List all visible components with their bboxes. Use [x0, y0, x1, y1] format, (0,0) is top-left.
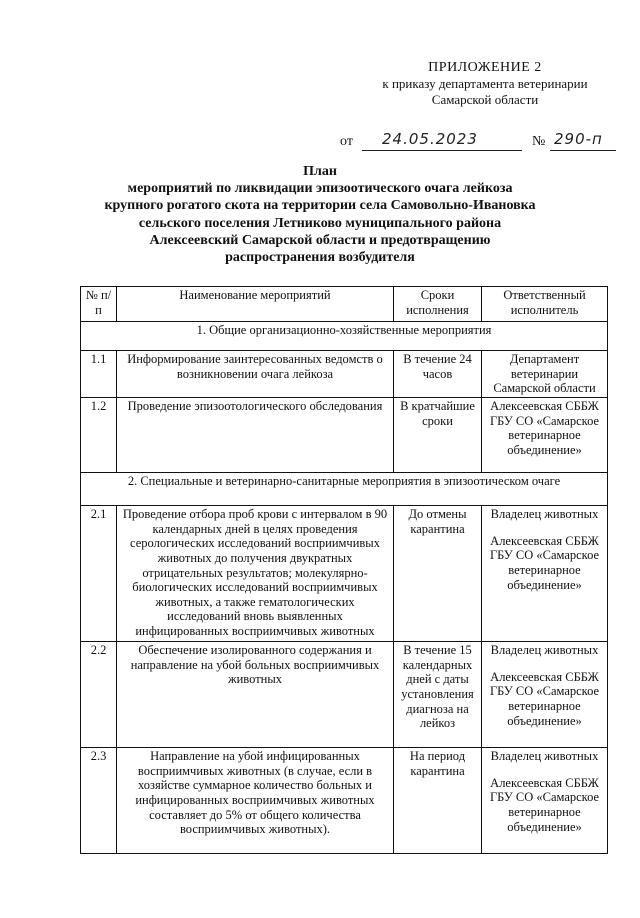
row-term: В течение 24 часов — [394, 351, 482, 398]
header-term: Сроки исполнения — [394, 287, 482, 322]
row-measure: Проведение отбора проб крови с интервалом в 90 календарных дней в целях проведения серологических исследований восприимчивых животных до получения двукратных отрицательных результатов; молекулярно-биологических исследований восприимчивых животных, а также гематологических исследований вновь выявленных инфицированных восприимчивых животных — [117, 506, 394, 642]
order-number: 290-п — [554, 130, 603, 148]
section-1-title: 1. Общие организационно-хозяйственные мероприятия — [81, 322, 608, 351]
plan-title — [80, 163, 560, 266]
table-row — [81, 748, 608, 854]
measures-table — [80, 286, 608, 854]
responsible-owner: Владелец животных — [490, 507, 599, 521]
plan-title-line: крупного рогатого скота на территории села Самовольно-Ивановка — [104, 198, 536, 214]
responsible-vet-station: Алексеевская СББЖ ГБУ СО «Самарское ветеринарное объединение» — [489, 775, 600, 834]
plan-title-line: распространения возбудителя — [225, 250, 415, 266]
table-row — [81, 506, 608, 642]
row-measure: Направление на убой инфицированных восприимчивых животных (в случае, если в хозяйстве суммарное количество больных и инфицированных восприимчивых животных составляет до 5% от общего количества восприимчивых животных). — [117, 748, 394, 854]
responsible-vet-station: Алексеевская СББЖ ГБУ СО «Самарское ветеринарное объединение» — [489, 669, 600, 728]
appendix-line-2: Самарской области — [431, 91, 539, 107]
responsible-owner: Владелец животных — [490, 749, 599, 763]
appendix-title: ПРИЛОЖЕНИЕ 2 — [428, 60, 542, 75]
row-responsible — [482, 748, 608, 854]
row-number: 2.2 — [81, 642, 117, 748]
section-row — [81, 322, 608, 351]
row-term: До отмены карантина — [394, 506, 482, 642]
row-term: На период карантина — [394, 748, 482, 854]
row-term: В течение 15 календарных дней с даты установления диагноза на лейкоз — [394, 642, 482, 748]
plan-title-line: сельского поселения Летниково муниципального района — [138, 215, 502, 231]
row-responsible: Алексеевская СББЖ ГБУ СО «Самарское ветеринарное объединение» — [482, 398, 608, 473]
row-number: 2.1 — [81, 506, 117, 642]
section-row — [81, 473, 608, 506]
row-measure: Проведение эпизоотологического обследования — [117, 398, 394, 473]
order-number-label: № — [532, 134, 546, 149]
table-row — [81, 351, 608, 398]
table-row — [81, 398, 608, 473]
order-date-underline — [362, 150, 522, 151]
row-responsible — [482, 642, 608, 748]
table-header-row — [81, 287, 608, 322]
row-number: 1.2 — [81, 398, 117, 473]
plan-heading: План — [303, 164, 337, 179]
table-row — [81, 642, 608, 748]
order-reference — [340, 132, 620, 154]
header-name: Наименование мероприятий — [117, 287, 394, 322]
order-number-underline — [550, 150, 616, 151]
responsible-vet-station: Алексеевская СББЖ ГБУ СО «Самарское ветеринарное объединение» — [489, 533, 600, 592]
row-number: 1.1 — [81, 351, 117, 398]
row-responsible — [482, 506, 608, 642]
row-number: 2.3 — [81, 748, 117, 854]
order-from-label: от — [340, 134, 353, 149]
row-measure: Обеспечение изолированного содержания и направление на убой больных восприимчивых животных — [117, 642, 394, 748]
order-date: 24.05.2023 — [382, 130, 478, 148]
row-responsible: Департамент ветеринарии Самарской области — [482, 351, 608, 398]
plan-title-line: Алексеевский Самарской области и предотвращению — [149, 232, 491, 248]
appendix-block — [360, 60, 610, 107]
responsible-owner: Владелец животных — [490, 643, 599, 657]
row-term: В кратчайшие сроки — [394, 398, 482, 473]
plan-title-line: мероприятий по ликвидации эпизоотического очага лейкоза — [127, 181, 513, 197]
header-resp: Ответственный исполнитель — [482, 287, 608, 322]
header-num: № п/п — [81, 287, 117, 322]
section-2-title: 2. Специальные и ветеринарно-санитарные мероприятия в эпизоотическом очаге — [81, 473, 608, 506]
appendix-line-1: к приказу департамента ветеринарии — [382, 76, 588, 92]
row-measure: Информирование заинтересованных ведомств о возникновении очага лейкоза — [117, 351, 394, 398]
